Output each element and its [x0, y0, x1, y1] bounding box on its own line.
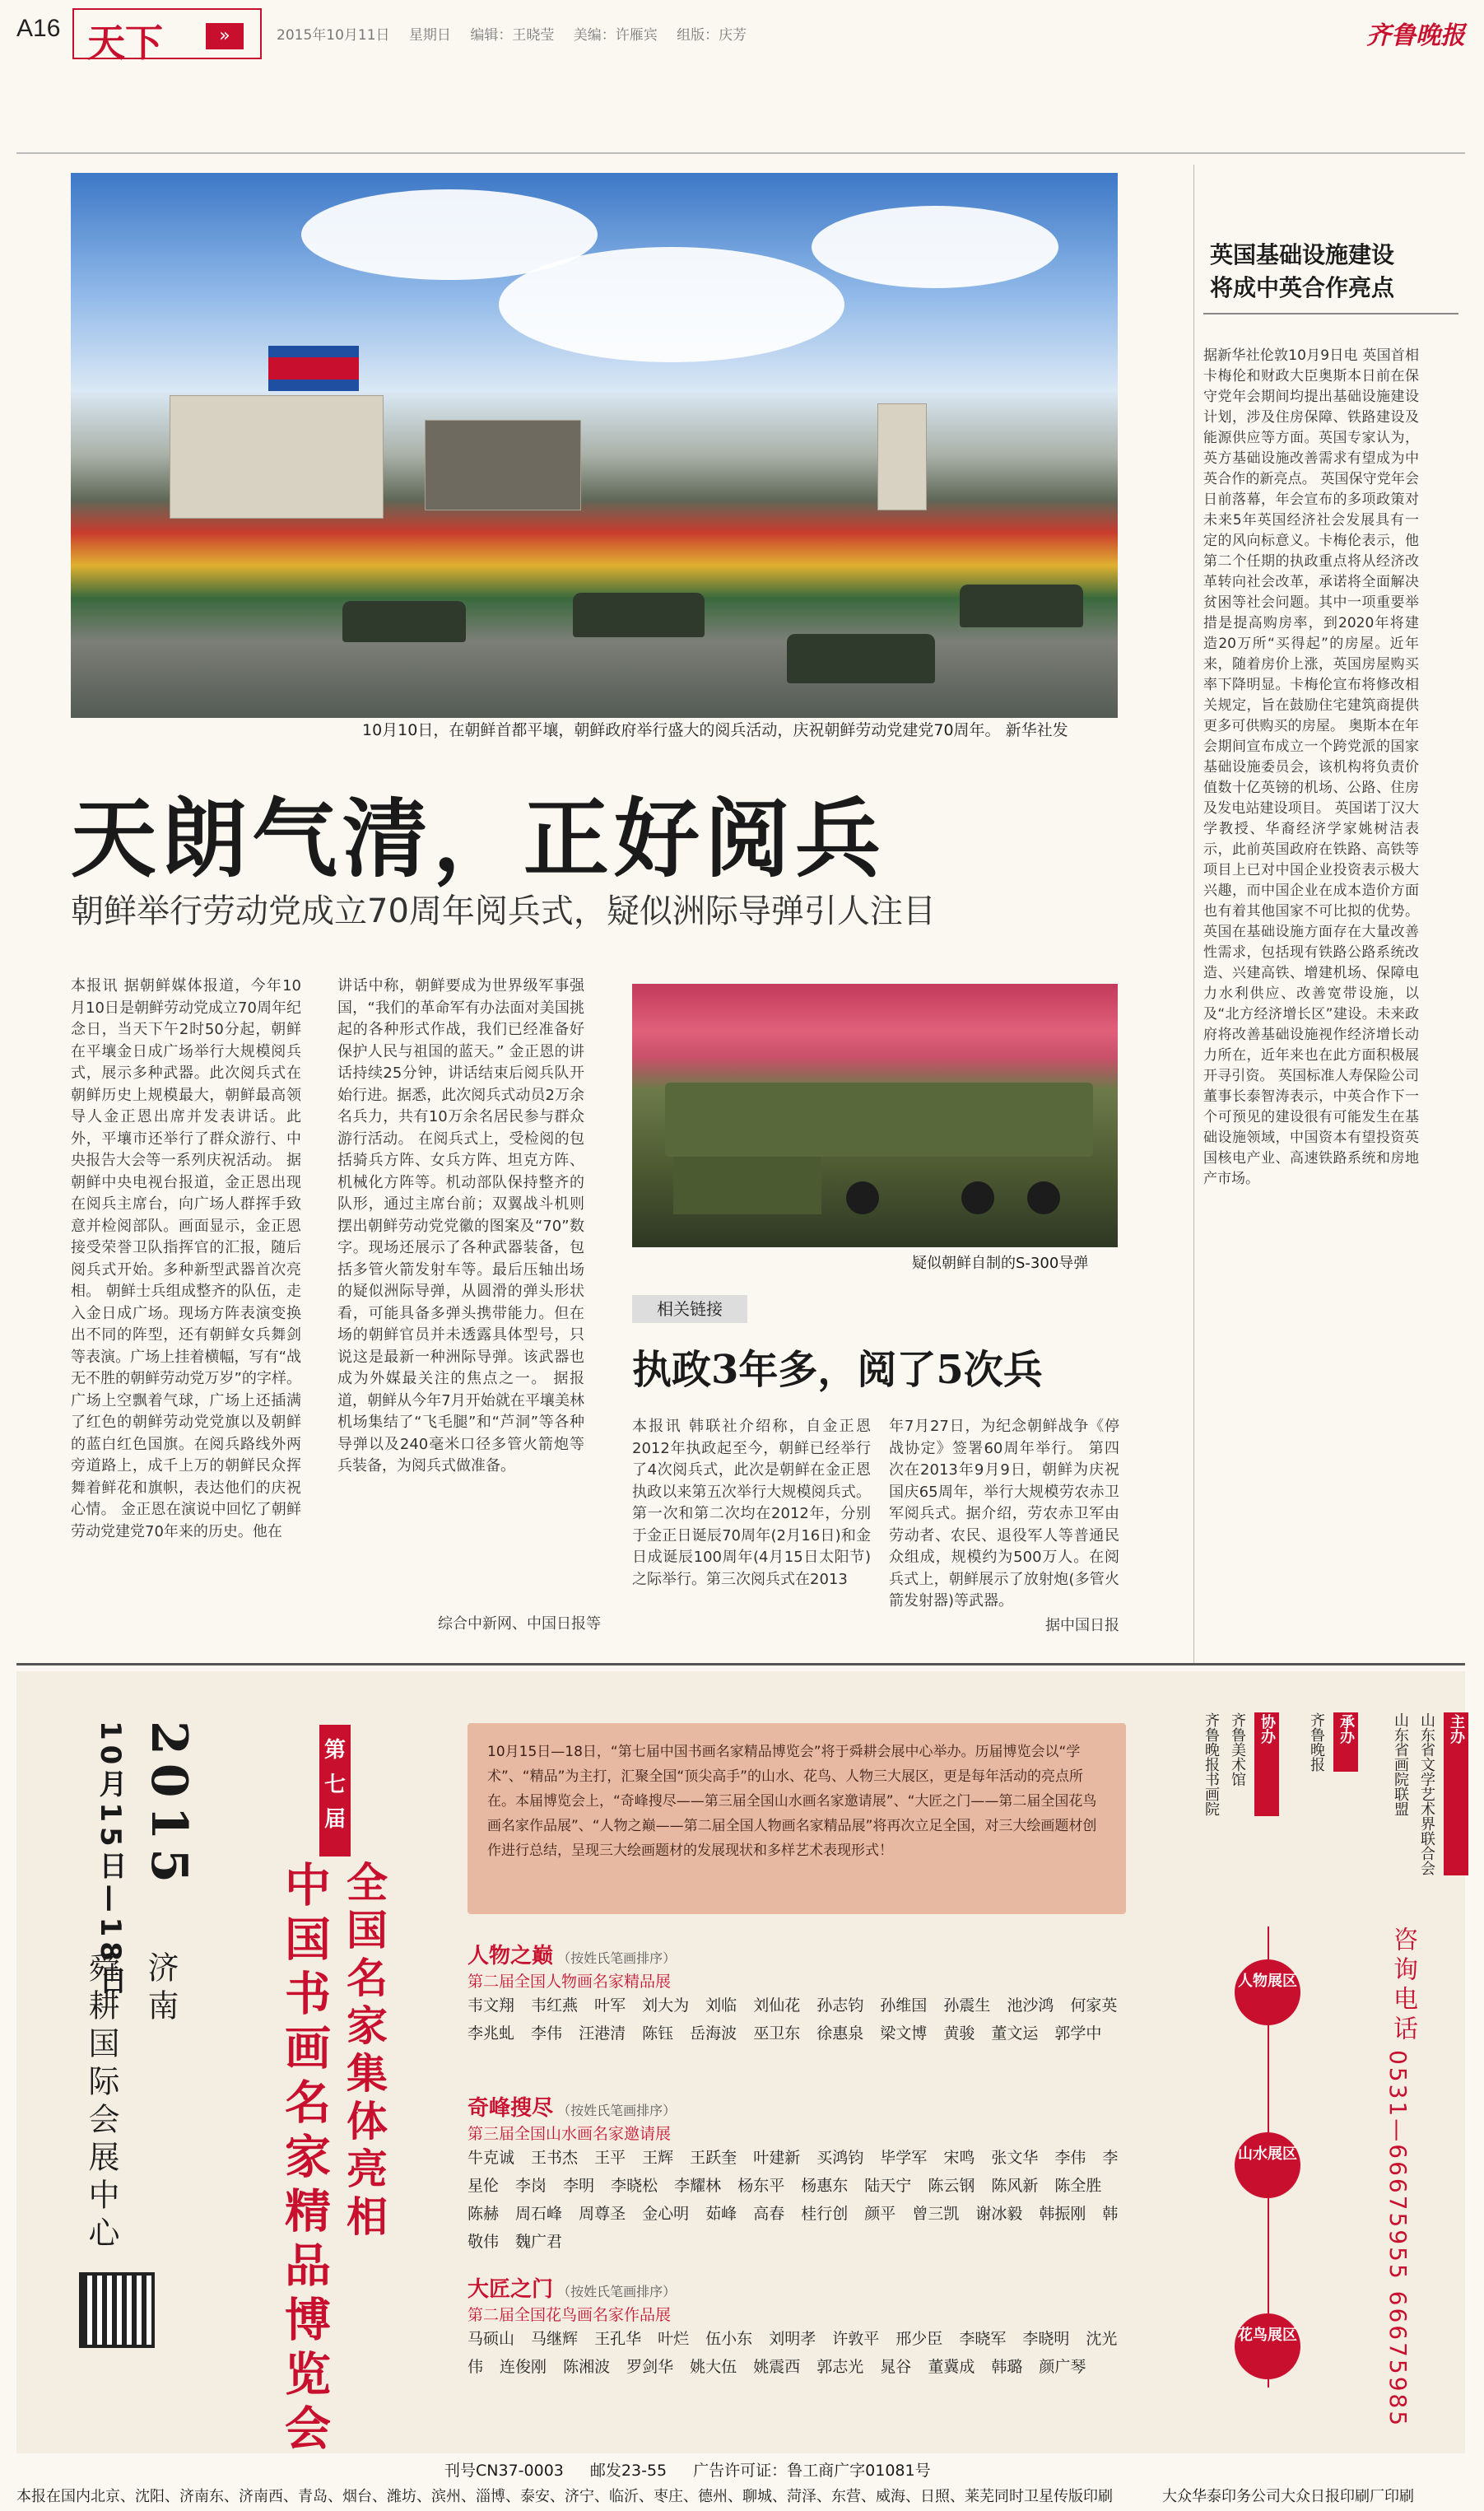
host-line: 齐鲁美术馆 — [1229, 1712, 1246, 1787]
parade-photo-caption: 10月10日，在朝鲜首都平壤，朝鲜政府举行盛大的阅兵活动，庆祝朝鲜劳动党建党70周年。 新华社发 — [362, 721, 1068, 739]
host-line: 齐鲁晚报书画院 — [1203, 1712, 1220, 1816]
newspaper-logo: 齐鲁晚报 — [1366, 21, 1465, 50]
footer-print-sites: 本报在国内北京、沈阳、济南东、济南西、青岛、烟台、潍坊、滨州、淄博、泰安、济宁、临沂、枣庄、德州、聊城、菏泽、东营、威海、日照、莱芜同时卫星传版印刷 — [16, 2488, 1113, 2505]
related-link-tag: 相关链接 — [632, 1295, 747, 1323]
group-subtitle: 第二届全国花鸟画名家作品展 — [468, 2306, 672, 2324]
ad-city: 济南 — [142, 1951, 179, 2027]
article-column-1: 本报讯 据朝鲜媒体报道，今年10月10日是朝鲜劳动党成立70周年纪念日，当天下午2时50分起，朝鲜在平壤金日成广场举行大规模阅兵式，展示多种武器。此次阅兵式在朝鲜历史上规模最大，朝鲜最高领导人金正恩出席并发表讲话。此外，平壤市还举行了群众游行、中央报告大会等一系列庆祝活动。 据朝鲜中央电视台报道，金正恩出现在阅兵主席台，向广场人群挥手致意并检阅部队。画面显示，金正恩接受荣誉卫队指挥官的汇报，随后阅兵式开始。多种新型武器首次亮相。 朝鲜士兵组成整齐的队伍，走入金日成广场。现场方阵表演变换出不同的阵型，还有朝鲜女兵舞剑等表演。广场上挂着横幅，写有“战无不胜的朝鲜劳动党万岁”的字样。广场上空飘着气球，广场上还插满了红色的朝鲜劳动党党旗以及朝鲜的蓝白红色国旗。在阅兵路线外两旁道路上，成千上万的朝鲜民众挥舞着鲜花和旗帜，表达他们的庆祝心情。 金正恩在演说中回忆了朝鲜劳动党建党70年来的历史。他在 — [71, 977, 301, 1540]
hall-portrait: 人物展区 — [1235, 1959, 1300, 2025]
related-column-1: 本报讯 韩联社介绍称，自金正恩2012年执政起至今，朝鲜已经举行了4次阅兵式，此次是朝鲜在金正恩执政以来第五次举行大规模阅兵式。 第一次和第二次均在2012年，分别于金正日诞辰70周年(2月16日)和金日成诞辰100周年(4月15日太阳节)之际举行。第三次阅兵式在2013 — [632, 1418, 871, 1588]
host-role: 协办 — [1254, 1712, 1279, 1816]
headline-title: 天朗气清，正好阅兵 — [71, 788, 886, 889]
host-line: 山东省画院联盟 — [1392, 1712, 1409, 1816]
group-title: 人物之巅 — [468, 1944, 554, 1968]
sidebar-divider — [1193, 165, 1194, 1663]
host-role: 主办 — [1444, 1712, 1468, 1875]
section-title: 天下 — [87, 21, 163, 65]
group-names: 牛克诚 王书杰 王平 王辉 王跃奎 叶建新 买鸿钧 毕学军 宋鸣 张文华 李伟 李星伦 李岗 李明 李晓松 李耀林 杨东平 杨惠东 陆天宁 陈云钢 陈风新 陈全胜 陈赫 周石峰 周尊圣 金心明 茹峰 高春 桂行创 颜平 曾三凯 谢冰毅 韩振刚 韩敬伟 魏广君 — [468, 2149, 1119, 2251]
related-title: 执政3年多，阅了5次兵 — [632, 1347, 1043, 1393]
missile-photo-caption: 疑似朝鲜自制的S-300导弹 — [912, 1255, 1089, 1272]
exhibit-group-portrait — [468, 1939, 1126, 2047]
issue-meta: 2015年10月11日 星期日 编辑：王晓莹 美编：许雁宾 组版：庆芳 — [277, 27, 747, 44]
group-note: （按姓氏笔画排序） — [557, 1950, 677, 1966]
ad-big-title: 全国名家集体亮相 — [340, 1861, 388, 2243]
sidebar-title-line-2: 将成中英合作亮点 — [1210, 274, 1395, 301]
group-title: 奇峰搜尽 — [468, 2096, 554, 2121]
ad-separator — [16, 1663, 1465, 1665]
group-names: 马硕山 马继辉 王孔华 叶烂 伍小东 刘明孝 许敦平 邢少臣 李晓军 李晓明 沈光伟 连俊刚 陈湘波 罗剑华 姚大伍 姚震西 郭志光 晁谷 董冀成 韩璐 颜广琴 — [468, 2330, 1118, 2376]
group-subtitle: 第二届全国人物画名家精品展 — [468, 1973, 672, 1991]
hall-flower-bird: 花鸟展区 — [1235, 2313, 1300, 2379]
group-note: （按姓氏笔画排序） — [557, 2284, 677, 2299]
sidebar-rule — [1203, 313, 1458, 314]
group-title: 大匠之门 — [468, 2277, 554, 2302]
headline-subtitle: 朝鲜举行劳动党成立70周年阅兵式，疑似洲际导弹引人注目 — [71, 892, 936, 930]
footer-registration: 刊号CN37-0003 邮发23-55 广告许可证：鲁工商广字01081号 — [444, 2462, 931, 2480]
ad-venue: 舜耕国际会展中心 — [83, 1951, 119, 2254]
exhibit-group-landscape — [468, 2091, 1126, 2256]
exhibit-group-flower-bird — [468, 2272, 1126, 2381]
host-undertaker — [1307, 1712, 1358, 1772]
sidebar-title-line-1: 英国基础设施建设 — [1210, 241, 1395, 268]
article-column-2: 讲话中称，朝鲜要成为世界级军事强国，“我们的革命军有办法面对美国挑起的各种形式作战，我们已经准备好保护人民与祖国的蓝天。” 金正恩的讲话持续25分钟，讲话结束后阅兵队开始行进。据悉，此次阅兵式动员2万余名兵力，共有10万余名居民参与群众游行活动。 在阅兵式上，受检阅的包括骑兵方阵、女兵方阵、坦克方阵、机械化方阵等。机动部队保持整齐的队形，通过主席台前；双翼战斗机则摆出朝鲜劳动党党徽的图案及“70”数字。现场还展示了各种武器装备，包括多管火箭发射车等。最后压轴出场的疑似洲际导弹，从圆滑的弹头形状看，可能具备多弹头携带能力。但在场的朝鲜官员并未透露具体型号，只说这是最新一种洲际导弹。该武器也成为外媒最关注的焦点之一。 据报道，朝鲜从今年7月开始就在平壤美林机场集结了“飞毛腿”和“芦洞”等各种导弹以及240毫米口径多管火箭炮等兵装备，为阅兵式做准备。 — [337, 977, 584, 1474]
ad-slogan: 中国书画名家精品博览会 — [277, 1861, 332, 2458]
host-line: 山东省文学艺术界联合会 — [1418, 1712, 1435, 1875]
sidebar-title — [1210, 239, 1394, 305]
ad-dates: 10月15日—18日 — [94, 1721, 127, 1999]
hotline-label: 咨询电话 — [1389, 1926, 1417, 2045]
missile-photo — [632, 984, 1118, 1247]
host-co-organizer — [1202, 1712, 1279, 1816]
page-number: A16 — [16, 15, 61, 42]
hall-landscape: 山水展区 — [1235, 2132, 1300, 2198]
article-source: 综合中新网、中国日报等 — [438, 1615, 601, 1633]
qr-code-icon — [79, 2272, 155, 2348]
ad-edition: 第七届 — [319, 1725, 351, 1856]
related-column-2: 年7月27日，为纪念朝鲜战争《停战协定》签署60周年举行。 第四次在2013年9月9日，朝鲜为庆祝国庆65周年，举行大规模劳农赤卫军阅兵式。据介绍，劳农赤卫军由劳动者、农民、退役军人等普通民众组成，规模约为500万人。在阅兵式上，朝鲜展示了放射炮(多管火箭发射器)等武器。 — [889, 1418, 1119, 1610]
ad-year: 2015 — [140, 1721, 198, 1891]
group-note: （按姓氏笔画排序） — [557, 2103, 677, 2118]
ad-intro: 10月15日—18日，“第七届中国书画名家精品博览会”将于舜耕会展中心举办。历届博览会以“学术”、“精品”为主打，汇聚全国“顶尖高手”的山水、花鸟、人物三大展区，更是每年活动的亮点所在。本届博览会上，“奇峰搜尽——第三届全国山水画名家邀请展”、“大匠之门——第二届全国花鸟画名家作品展”、“人物之巅——第二届全国人物画名家精品展”将再次立足全国，对三大绘画题材创作进行总结，呈现三大绘画题材的发展现状和多样艺术表现形式！ — [468, 1723, 1126, 1914]
host-role: 承办 — [1333, 1712, 1358, 1772]
section-arrow-icon: » — [206, 23, 244, 49]
header-rule — [16, 152, 1465, 154]
related-source: 据中国日报 — [1045, 1617, 1119, 1634]
group-subtitle: 第三届全国山水画名家邀请展 — [468, 2125, 672, 2143]
group-names: 韦文翔 韦红燕 叶军 刘大为 刘临 刘仙花 孙志钧 孙维国 孙震生 池沙鸿 何家英 李兆虬 李伟 汪港清 陈钰 岳海波 巫卫东 徐惠泉 梁文博 黄骏 董文运 郭学中 — [468, 1996, 1118, 2043]
hotline-number: 0531—66675955 66675985 — [1384, 2050, 1412, 2429]
host-line: 齐鲁晚报 — [1308, 1712, 1325, 1772]
footer-printer: 大众华泰印务公司大众日报印刷厂印刷 — [1162, 2488, 1414, 2505]
parade-photo — [71, 173, 1118, 718]
sidebar-body: 据新华社伦敦10月9日电 英国首相卡梅伦和财政大臣奥斯本日前在保守党年会期间均提出基础设施建设计划，涉及住房保障、铁路建设及能源供应等方面。英国专家认为，英方基础设施改善需求有望成为中英合作的新亮点。 英国保守党年会日前落幕，年会宣布的多项政策对未来5年英国经济社会发展具有一定的风向标意义。卡梅伦表示，他第二个任期的执政重点将从经济改革转向社会改革，承诺将全面解决贫困等社会问题。其中一项重要举措是提高购房率，到2020年将建造20万所“买得起”的房屋。近年来，随着房价上涨，英国房屋购买率下降明显。卡梅伦宣布将修改相关规定，旨在鼓励住宅建筑商提供更多可供购买的房屋。 奥斯本在年会期间宣布成立一个跨党派的国家基础设施委员会，该机构将负责价值数十亿英镑的机场、公路、住房及发电站建设项目。 英国诺丁汉大学教授、华裔经济学家姚树洁表示，此前英国政府在铁路、高铁等项目上已对中国企业投资表示极大兴趣，而中国企业在成本造价方面也有着其他国家不可比拟的优势。 英国在基础设施方面存在大量改善性需求，包括现有铁路公路系统改造、兴建高铁、增建机场、保障电力水利供应、改善宽带设施，以及“北方经济增长区”建设。未来政府将改善基础设施视作经济增长动力所在，近年来也在此方面积极展开寻引资。 英国标准人寿保险公司董事长泰智涛表示，中英合作下一个可预见的建设很有可能发生在基础设施领域，中国资本有望投资英国核电产业、高速铁路系统和房地产市场。 — [1203, 347, 1419, 1187]
host-organizer — [1391, 1712, 1468, 1875]
